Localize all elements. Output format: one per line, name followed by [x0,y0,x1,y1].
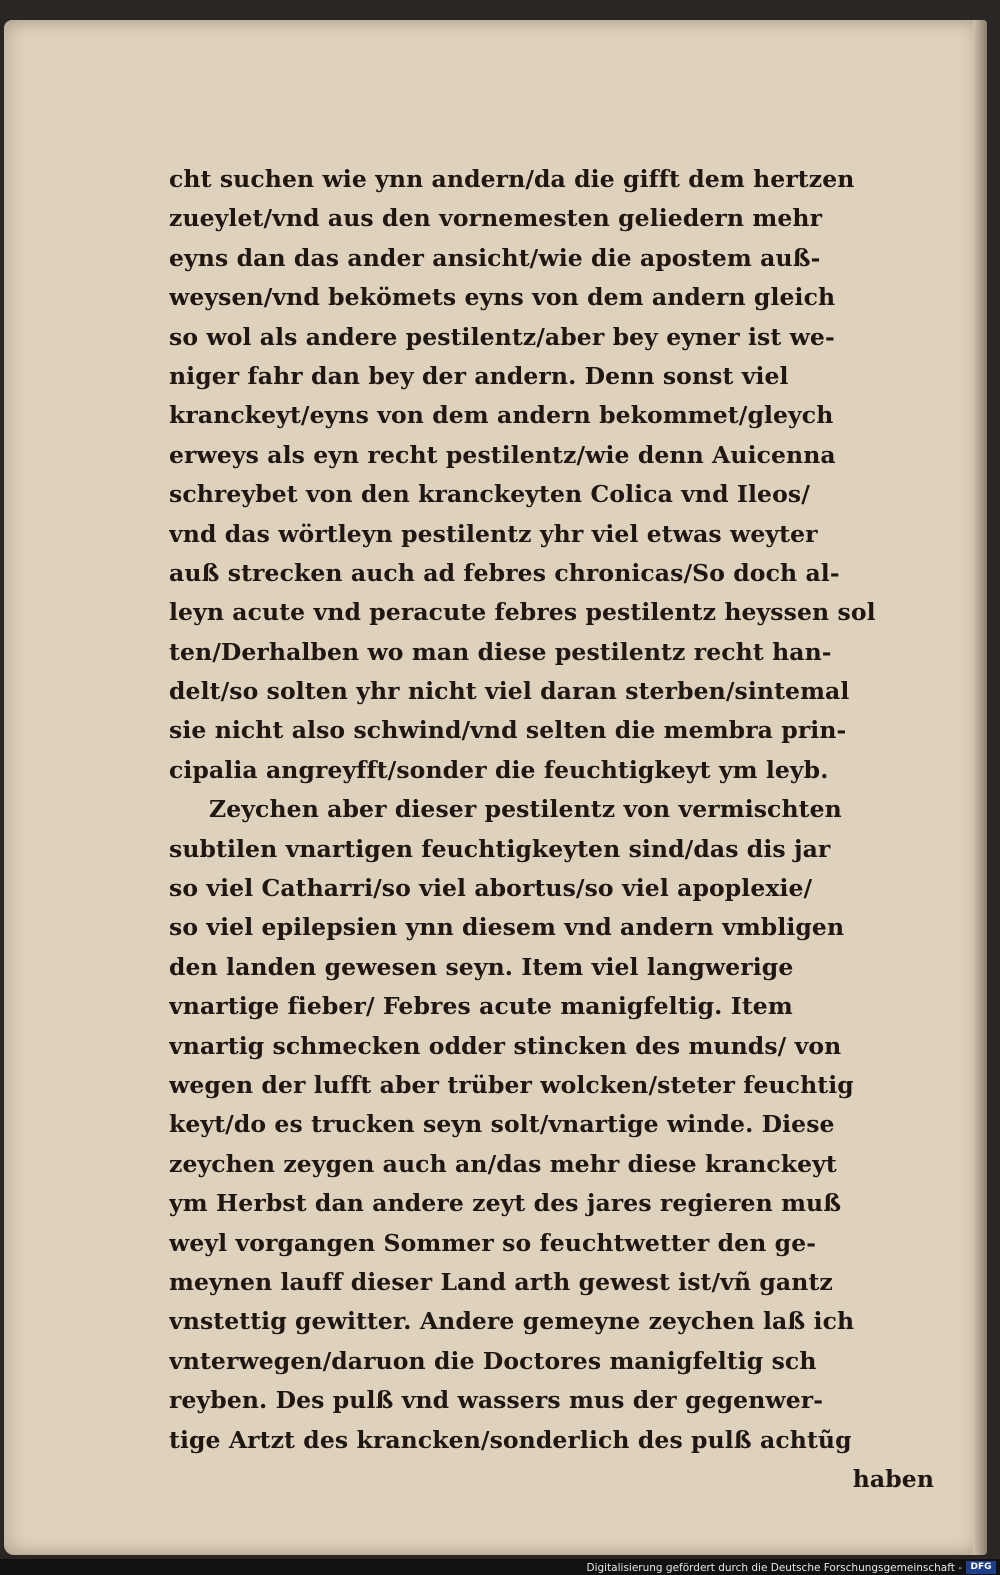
text-line: so wol als andere pestilentz/aber bey eyner ist we- [169,322,835,351]
text-line: sie nicht also schwind/vnd selten die membra prin- [169,716,847,745]
text-line: meynen lauff dieser Land arth gewest ist/vñ gantz [169,1267,833,1296]
text-line: erweys als eyn recht pestilentz/wie denn Auicenna [169,440,836,469]
text-line: weyl vorgangen Sommer so feuchtwetter den ge- [169,1228,817,1257]
text-line: zueylet/vnd aus den vornemesten geliedern mehr [169,204,823,233]
text-line: zeychen zeygen auch an/das mehr diese kranckeyt [169,1149,837,1178]
text-line: tige Artzt des krancken/sonderlich des pulß achtũg [169,1425,852,1454]
text-line: auß strecken auch ad febres chronicas/So doch al- [169,558,840,587]
text-line: kranckeyt/eyns von dem andern bekommet/gleych [169,401,834,430]
text-line: wegen der lufft aber trüber wolcken/steter feuchtig [169,1070,854,1099]
text-line: subtilen vnartigen feuchtigkeyten sind/das dis jar [169,834,831,863]
text-line: so viel epilepsien ynn diesem vnd andern vmbligen [169,913,845,942]
text-line: delt/so solten yhr nicht viel daran sterben/sintemal [169,677,850,706]
catchword: haben [852,1464,934,1493]
page-edge [973,20,987,1555]
text-line: keyt/do es trucken seyn solt/vnartige winde. Diese [169,1110,835,1139]
text-line: vnstettig gewitter. Andere gemeyne zeychen laß ich [169,1307,855,1336]
book-page [4,20,987,1555]
text-line: cht suchen wie ynn andern/da die gifft dem hertzen [169,165,855,193]
text-line: cipalia angreyfft/sonder die feuchtigkeyt ym leyb. [169,755,829,784]
text-line: weysen/vnd bekömets eyns von dem andern gleich [169,283,836,312]
text-line: so viel Catharri/so viel abortus/so viel apoplexie/ [169,874,813,903]
text-line: eyns dan das ander ansicht/wie die apostem auß- [169,243,821,272]
text-line: vnd das wörtleyn pestilentz yhr viel etwas weyter [169,519,818,548]
text-line: vnterwegen/daruon die Doctores manigfeltig sch [169,1346,817,1375]
text-line: Zeychen aber dieser pestilentz von vermischten [209,795,842,824]
text-line: leyn acute vnd peracute febres pestilentz heyssen sol [169,598,876,627]
footer-bar [0,1559,1000,1575]
text-line: reyben. Des pulß vnd wassers mus der gegenwer- [169,1386,824,1415]
text-line: den landen gewesen seyn. Item viel langwerige [169,952,794,981]
text-line: niger fahr dan bey der andern. Denn sonst viel [169,361,789,390]
text-line: vnartig schmecken odder stincken des munds/ von [169,1031,842,1060]
text-line: ym Herbst dan andere zeyt des jares regieren muß [169,1189,842,1218]
text-block [169,160,944,1499]
text-line: vnartige fieber/ Febres acute manigfeltig. Item [169,992,793,1021]
dfg-logo: DFG [966,1561,996,1574]
text-line: ten/Derhalben wo man diese pestilentz recht han- [169,637,832,666]
funding-notice: Digitalisierung gefördert durch die Deutsche Forschungsgemeinschaft - [586,1562,962,1574]
text-line: schreybet von den kranckeyten Colica vnd Ileos/ [169,480,810,509]
